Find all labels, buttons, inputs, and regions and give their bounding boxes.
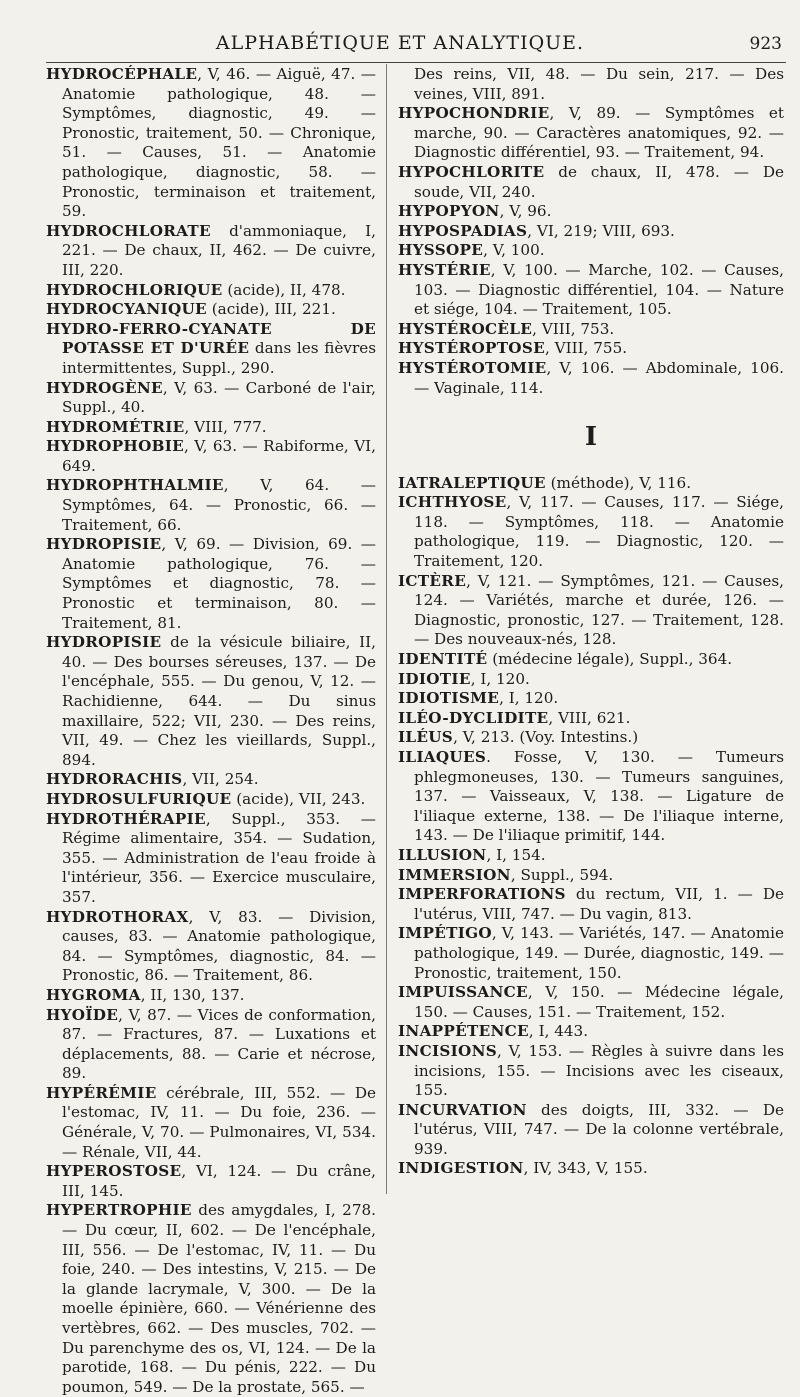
- index-entry: [398, 983, 784, 1022]
- index-references: Des reins, VII, 48. — Du sein, 217. — Des veines, VIII, 891.: [414, 65, 784, 103]
- index-references: , V, 213. (Voy. Intestins.): [453, 728, 639, 747]
- index-entry: [398, 1042, 784, 1101]
- index-term: INAPPÉTENCE: [398, 1022, 529, 1041]
- index-references: (méthode), V, 116.: [545, 473, 692, 492]
- index-term: HYGROMA: [46, 985, 141, 1004]
- index-references: , VI, 124. — Du crâne, III, 145.: [62, 1162, 376, 1200]
- index-references: , IV, 343, V, 155.: [523, 1159, 648, 1178]
- index-term: HYDRORACHIS: [46, 770, 183, 789]
- index-term: HYDROPHOBIE: [46, 437, 185, 456]
- index-term: HYPOSPADIAS: [398, 221, 528, 240]
- index-term: HYSTÉROTOMIE: [398, 358, 547, 377]
- index-entry: [46, 1006, 376, 1084]
- column-divider: [386, 64, 387, 1194]
- index-entry: [398, 1159, 784, 1179]
- index-term: HYDROPISIE: [46, 535, 162, 554]
- index-entry: [398, 241, 784, 261]
- index-term: HYDROGÈNE: [46, 378, 163, 397]
- index-references: , VIII, 777.: [184, 417, 267, 436]
- index-term: HYDROCÉPHALE: [46, 65, 198, 83]
- index-entry: [398, 866, 784, 886]
- index-references: , V, 100.: [483, 241, 545, 260]
- index-references: , I, 443.: [528, 1022, 589, 1041]
- index-term: HYDROPISIE: [46, 633, 162, 652]
- section-letter: I: [584, 422, 598, 453]
- index-term: ICTÈRE: [398, 571, 467, 590]
- index-term: IMPUISSANCE: [398, 983, 528, 1002]
- index-entry: [398, 163, 784, 202]
- index-references: des amygdales, I, 278. — Du cœur, II, 602. — De l'encéphale, III, 556. — De l'estomac, IV, 11. — Du foie, 240. — Des intestins, V, 215. — De la glande lacrymale, V, 300. — De la moelle épinière, 660. — Vénérienne des vertèbres, 662. — Des muscles, 702. — Du parenchyme des os, VI, 124. — De la parotide, 168. — Du pénis, 222. — Du poumon, 549. — De la prostate, 565. —: [62, 1201, 376, 1396]
- page-header-title: ALPHABÉTIQUE ET ANALYTIQUE.: [215, 32, 585, 54]
- index-term: HYPEROSTOSE: [46, 1162, 182, 1181]
- index-entry: [398, 1022, 784, 1042]
- index-term: HYSSOPE: [398, 241, 484, 260]
- index-references: , V, 83. — Division, causes, 83. — Anatomie pathologique, 84. — Symptômes, diagnostic, 84. — Pronostic, 86. — Traitement, 86.: [62, 907, 376, 985]
- index-entry: [398, 493, 784, 571]
- index-references: , VI, 219; VIII, 693.: [527, 221, 675, 240]
- index-entry: [46, 633, 376, 770]
- index-references: , V, 100. — Marche, 102. — Causes, 103. — Diagnostic différentiel, 104. — Nature et siége, 104. — Traitement, 105.: [414, 260, 784, 319]
- index-term: HYPOCHLORITE: [398, 162, 545, 181]
- header-rule: [46, 62, 786, 63]
- index-term: IATRALEPTIQUE: [398, 473, 546, 492]
- index-entry: [398, 474, 784, 494]
- index-column-right-bottom: [398, 474, 784, 1179]
- index-references: , V, 89. — Symptômes et marche, 90. — Caractères anatomiques, 92. — Diagnostic différentiel, 93. — Traitement, 94.: [414, 104, 784, 162]
- index-entry: [46, 300, 376, 320]
- index-term: HYDROPHTHALMIE: [46, 476, 224, 495]
- index-references: , V, 153. — Règles à suivre dans les incisions, 155. — Incisions avec les ciseaux, 155.: [414, 1041, 784, 1100]
- index-term: HYDROCYANIQUE: [46, 300, 207, 319]
- index-term: HYPOPYON: [398, 202, 500, 221]
- index-entry: [398, 728, 784, 748]
- index-references: (acide), III, 221.: [206, 300, 336, 319]
- index-references: (acide), II, 478.: [222, 280, 346, 299]
- index-term: HYDROCHLORIQUE: [46, 280, 223, 299]
- index-term: HYSTÉRIE: [398, 260, 491, 279]
- index-entry: [398, 924, 784, 983]
- index-references: , I, 154.: [486, 845, 546, 864]
- index-term: HYOÏDE: [46, 1005, 119, 1024]
- index-references: (médecine légale), Suppl., 364.: [487, 650, 733, 669]
- index-term: HYDROTHORAX: [46, 907, 189, 926]
- index-entry: [46, 320, 376, 379]
- index-term: INCISIONS: [398, 1041, 498, 1060]
- index-entry: [398, 670, 784, 690]
- index-term: ICHTHYOSE: [398, 493, 507, 512]
- index-entry: [46, 535, 376, 633]
- index-term: HYDROSULFURIQUE: [46, 789, 232, 808]
- index-references: (acide), VII, 243.: [231, 789, 366, 808]
- index-term: ILLUSION: [398, 845, 487, 864]
- index-entry: [398, 748, 784, 846]
- index-entry: [398, 709, 784, 729]
- index-term: HYPÉRÉMIE: [46, 1083, 157, 1102]
- index-term: HYPOCHONDRIE: [398, 104, 550, 123]
- index-entry: [46, 65, 376, 222]
- index-entry: [398, 222, 784, 242]
- page-number: 923: [749, 34, 782, 54]
- index-references: , V, 63. — Carboné de l'air, Suppl., 40.: [62, 378, 376, 417]
- index-entry: [46, 986, 376, 1006]
- index-entry: [398, 65, 784, 104]
- index-references: , Suppl., 594.: [510, 865, 614, 884]
- index-entry: [398, 1101, 784, 1160]
- index-column-right-top: [398, 65, 784, 398]
- index-references: des doigts, III, 332. — De l'utérus, VIII, 747. — De la colonne vertébrale, 939.: [414, 1100, 784, 1158]
- index-references: , VIII, 753.: [532, 319, 615, 338]
- index-references: du rectum, VII, 1. — De l'utérus, VIII, 747. — Du vagin, 813.: [414, 885, 784, 923]
- index-term: HYPERTROPHIE: [46, 1201, 192, 1220]
- index-entry: [46, 476, 376, 535]
- index-entry: [398, 339, 784, 359]
- index-references: , V, 121. — Symptômes, 121. — Causes, 124. — Variétés, marche et durée, 126. — Diagnostic, pronostic, 127. — Traitement, 128. — Des nouveaux-nés, 128.: [414, 571, 784, 649]
- index-entry: [46, 1162, 376, 1201]
- index-entry: [398, 650, 784, 670]
- index-references: cérébrale, III, 552. — De l'estomac, IV, 11. — Du foie, 236. — Générale, V, 70. — Pulmonaires, VI, 534. — Rénale, VII, 44.: [62, 1083, 376, 1161]
- index-entry: [398, 320, 784, 340]
- index-entry: [46, 770, 376, 790]
- index-term: HYDROTHÉRAPIE: [46, 809, 206, 828]
- index-references: , V, 69. — Division, 69. — Anatomie pathologique, 76. — Symptômes et diagnostic, 78. — Pronostic et terminaison, 80. — Traitement, 81.: [62, 535, 376, 632]
- index-entry: [46, 810, 376, 908]
- index-term: IMPÉTIGO: [398, 924, 492, 943]
- index-references: , V, 96.: [499, 202, 552, 221]
- index-entry: [398, 202, 784, 222]
- index-entry: [46, 790, 376, 810]
- index-references: dans les fièvres intermittentes, Suppl., 290.: [62, 339, 376, 377]
- index-term: INDIGESTION: [398, 1159, 524, 1178]
- index-term: HYSTÉROCÈLE: [398, 319, 533, 338]
- index-entry: [398, 846, 784, 866]
- index-references: , V, 64. — Symptômes, 64. — Pronostic, 66. — Traitement, 66.: [62, 476, 376, 534]
- index-entry: [398, 885, 784, 924]
- index-entry: [46, 437, 376, 476]
- index-term: HYDRO-FERRO-CYANATE DE POTASSE ET D'URÉE: [46, 319, 376, 358]
- index-references: , Suppl., 353. — Régime alimentaire, 354. — Sudation, 355. — Administration de l'eau froide à l'intérieur, 356. — Exercice musculaire, 357.: [62, 809, 376, 906]
- index-references: , I, 120.: [499, 689, 559, 708]
- index-term: IMMERSION: [398, 865, 511, 884]
- index-entry: [46, 281, 376, 301]
- index-term: IDIOTISME: [398, 689, 500, 708]
- index-references: , V, 117. — Causes, 117. — Siége, 118. — Symptômes, 118. — Anatomie pathologique, 119. — Diagnostic, 120. — Traitement, 120.: [414, 493, 784, 571]
- index-references: , VII, 254.: [182, 770, 259, 789]
- index-references: , VIII, 755.: [544, 339, 628, 358]
- index-references: , V, 46. — Aiguë, 47. — Anatomie pathologique, 48. — Symptômes, diagnostic, 49. — Pronostic, traitement, 50. — Chronique, 51. — Causes, 51. — Anatomie pathologique, diagnostic, 58. — Pronostic, terminaison et traitement, 59.: [62, 65, 376, 221]
- index-term: HYSTÉROPTOSE: [398, 339, 545, 358]
- index-entry: [398, 689, 784, 709]
- index-references: , V, 63. — Rabiforme, VI, 649.: [62, 437, 376, 475]
- index-references: de la vésicule biliaire, II, 40. — Des bourses séreuses, 137. — De l'encéphale, 555. — Du genou, V, 12. — Rachidienne, 644. — Du sinus maxillaire, 522; VII, 230. — Des reins, VII, 49. — Chez les vieillards, Suppl., 894.: [62, 633, 376, 769]
- index-references: , I, 120.: [470, 669, 530, 688]
- index-entry: [46, 222, 376, 281]
- index-references: , V, 106. — Abdominale, 106. — Vaginale, 114.: [414, 358, 784, 397]
- index-references: . Fosse, V, 130. — Tumeurs phlegmoneuses, 130. — Tumeurs sanguines, 137. — Vaisseaux, V, 138. — Ligature de l'iliaque externe, 138. — De l'iliaque interne, 143. — De l'iliaque primitif, 144.: [414, 748, 784, 845]
- index-entry: [46, 379, 376, 418]
- index-column-right: [398, 65, 784, 1179]
- index-term: ILÉUS: [398, 728, 454, 747]
- index-term: INCURVATION: [398, 1100, 527, 1119]
- index-term: IDIOTIE: [398, 669, 471, 688]
- index-references: , V, 150. — Médecine légale, 150. — Causes, 151. — Traitement, 152.: [414, 983, 784, 1021]
- index-references: , V, 87. — Vices de conformation, 87. — Fractures, 87. — Luxations et déplacements, 88. — Carie et nécrose, 89.: [62, 1005, 376, 1083]
- index-entry: [398, 359, 784, 398]
- index-entry: [398, 104, 784, 163]
- index-entry: [398, 572, 784, 650]
- index-term: IDENTITÉ: [398, 650, 488, 669]
- index-references: , V, 143. — Variétés, 147. — Anatomie pathologique, 149. — Durée, diagnostic, 149. — Pronostic, traitement, 150.: [414, 924, 784, 982]
- index-term: IMPERFORATIONS: [398, 885, 566, 904]
- index-term: HYDROMÉTRIE: [46, 417, 185, 436]
- index-references: , VIII, 621.: [548, 708, 631, 727]
- index-entry: [46, 418, 376, 438]
- index-term: ILIAQUES: [398, 748, 487, 766]
- index-term: ILÉO-DYCLIDITE: [398, 708, 549, 727]
- index-column-left: [46, 65, 376, 1397]
- index-references: de chaux, II, 478. — De soude, VII, 240.: [414, 162, 784, 201]
- index-entry: [46, 1201, 376, 1397]
- index-references: d'ammoniaque, I, 221. — De chaux, II, 462. — De cuivre, III, 220.: [62, 221, 376, 279]
- index-entry: [46, 1084, 376, 1162]
- index-references: , II, 130, 137.: [140, 985, 245, 1004]
- index-term: HYDROCHLORATE: [46, 221, 211, 240]
- index-entry: [46, 908, 376, 986]
- index-entry: [398, 261, 784, 320]
